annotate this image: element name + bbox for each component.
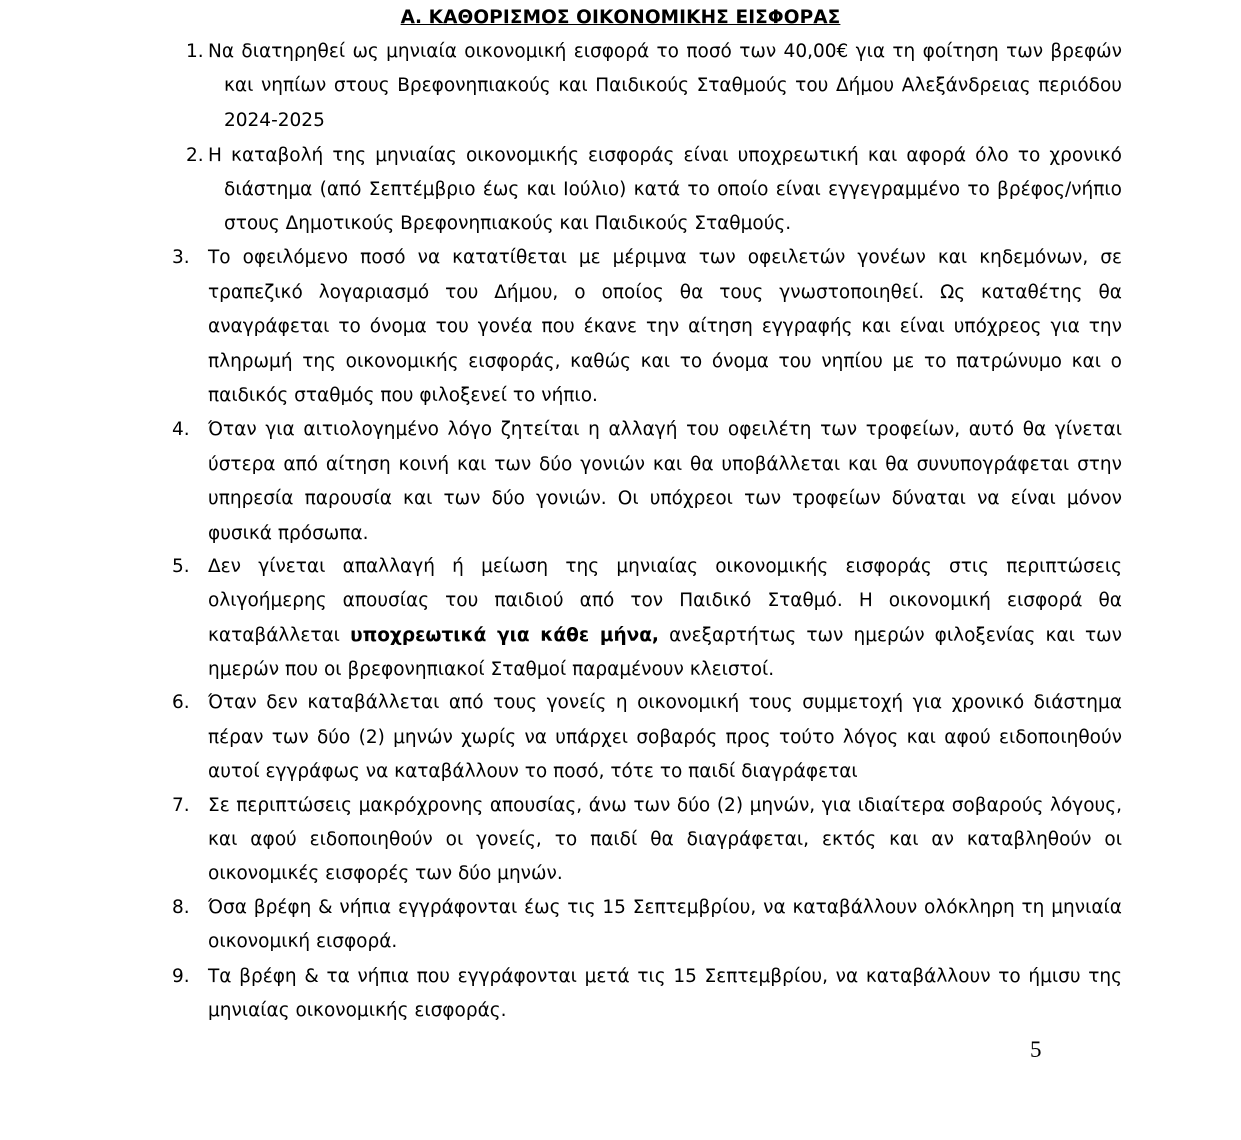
item-text-line: Όταν για αιτιολογημένο λόγο ζητείται η αλλαγή του οφειλέτη των τροφείων, αυτό θα γίνεται	[208, 419, 1122, 440]
item-number: 1.	[186, 41, 204, 62]
section-title: Α. ΚΑΘΟΡΙΣΜΟΣ ΟΙΚΟΝΟΜΙΚΗΣ ΕΙΣΦΟΡΑΣ	[400, 7, 841, 28]
item-text-line: διάστημα (από Σεπτέμβριο έως και Ιούλιο) κατά το οποίο είναι εγγεγραμμένο το βρέφος/νήπιο	[224, 179, 1122, 200]
item-text-line: αναγράφεται το όνομα του γονέα που έκανε την αίτηση εγγραφής και είναι υπόχρεος για την	[208, 316, 1122, 337]
item-text-segment: καταβάλλεται	[208, 625, 351, 646]
item-text-line: Όταν δεν καταβάλλεται από τους γονείς η οικονομική τους συμμετοχή για χρονικό διάστημα	[208, 692, 1122, 713]
item-text-line: Τα βρέφη & τα νήπια που εγγράφονται μετά τις 15 Σεπτεμβρίου, να καταβάλλουν το ήμισυ της	[208, 966, 1122, 987]
item-text-line: Το οφειλόμενο ποσό να κατατίθεται με μέριμνα των οφειλετών γονέων και κηδεμόνων, σε	[208, 247, 1122, 268]
item-number: 9.	[172, 966, 190, 987]
item-text-line: υπηρεσία παρουσία και των δύο γονιών. Οι υπόχρεοι των τροφείων δύναται να είναι μόνον	[208, 488, 1122, 509]
item-text-line: αυτοί εγγράφως να καταβάλλουν το ποσό, τότε το παιδί διαγράφεται	[208, 761, 858, 782]
item-text-line	[208, 619, 1122, 653]
item-text-line: οικονομική εισφορά.	[208, 931, 398, 952]
item-text-line: ημερών που οι βρεφονηπιακοί Σταθμοί παραμένουν κλειστοί.	[208, 659, 775, 680]
item-text-line: τραπεζικό λογαριασμό του Δήμου, ο οποίος θα τους γνωστοποιηθεί. Ως καταθέτης θα	[208, 282, 1122, 303]
item-text-line: ύστερα από αίτηση κοινή και των δύο γονιών και θα υποβάλλεται και θα συνυπογράφεται στην	[208, 454, 1122, 475]
item-text-line: φυσικά πρόσωπα.	[208, 523, 369, 544]
item-number: 5.	[172, 556, 190, 577]
item-text-line: Δεν γίνεται απαλλαγή ή μείωση της μηνιαίας οικονομικής εισφοράς στις περιπτώσεις	[208, 556, 1122, 577]
item-text-line: στους Δημοτικούς Βρεφονηπιακούς και Παιδικούς Σταθμούς.	[224, 213, 792, 234]
item-text-line: και νηπίων στους Βρεφονηπιακούς και Παιδικούς Σταθμούς του Δήμου Αλεξάνδρειας περιόδου	[224, 75, 1122, 96]
item-number: 7.	[172, 795, 190, 816]
item-text-line: παιδικός σταθμός που φιλοξενεί το νήπιο.	[208, 385, 598, 406]
item-text-line: Σε περιπτώσεις μακρόχρονης απουσίας, άνω των δύο (2) μηνών, για ιδιαίτερα σοβαρούς λόγους,	[208, 795, 1122, 816]
item-text-line: Να διατηρηθεί ως μηνιαία οικονομική εισφορά το ποσό των 40,00€ για τη φοίτηση των βρεφών	[208, 41, 1122, 62]
item-text-line: ολιγοήμερης απουσίας του παιδιού από τον Παιδικό Σταθμό. Η οικονομική εισφορά θα	[208, 590, 1122, 611]
item-number: 6.	[172, 692, 190, 713]
page-number: 5	[1030, 1037, 1042, 1062]
item-number: 2.	[186, 145, 204, 166]
item-number: 4.	[172, 419, 190, 440]
item-text-line: πληρωμή της οικονομικής εισφοράς, καθώς και το όνομα του νηπίου με το πατρώνυμο και ο	[208, 351, 1122, 372]
emphasis-text: υποχρεωτικά για κάθε μήνα,	[350, 625, 659, 646]
item-text-line: Η καταβολή της μηνιαίας οικονομικής εισφοράς είναι υποχρεωτική και αφορά όλο το χρονικό	[208, 145, 1122, 166]
item-text-line: οικονομικές εισφορές των δύο μηνών.	[208, 863, 563, 884]
item-text-line: μηνιαίας οικονομικής εισφοράς.	[208, 1000, 507, 1021]
item-number: 8.	[172, 897, 190, 918]
item-text-segment: ανεξαρτήτως των ημερών φιλοξενίας και των	[658, 625, 1122, 646]
item-text-line: 2024-2025	[224, 110, 325, 131]
item-text-line: πέραν των δύο (2) μηνών χωρίς να υπάρχει σοβαρός προς τούτο λόγος και αφού ειδοποιηθούν	[208, 727, 1122, 748]
item-text-line: Όσα βρέφη & νήπια εγγράφονται έως τις 15 Σεπτεμβρίου, να καταβάλλουν ολόκληρη τη μηνιαία	[208, 897, 1122, 918]
item-text-line: και αφού ειδοποιηθούν οι γονείς, το παιδί θα διαγράφεται, εκτός και αν καταβληθούν οι	[208, 829, 1122, 850]
item-number: 3.	[172, 247, 190, 268]
